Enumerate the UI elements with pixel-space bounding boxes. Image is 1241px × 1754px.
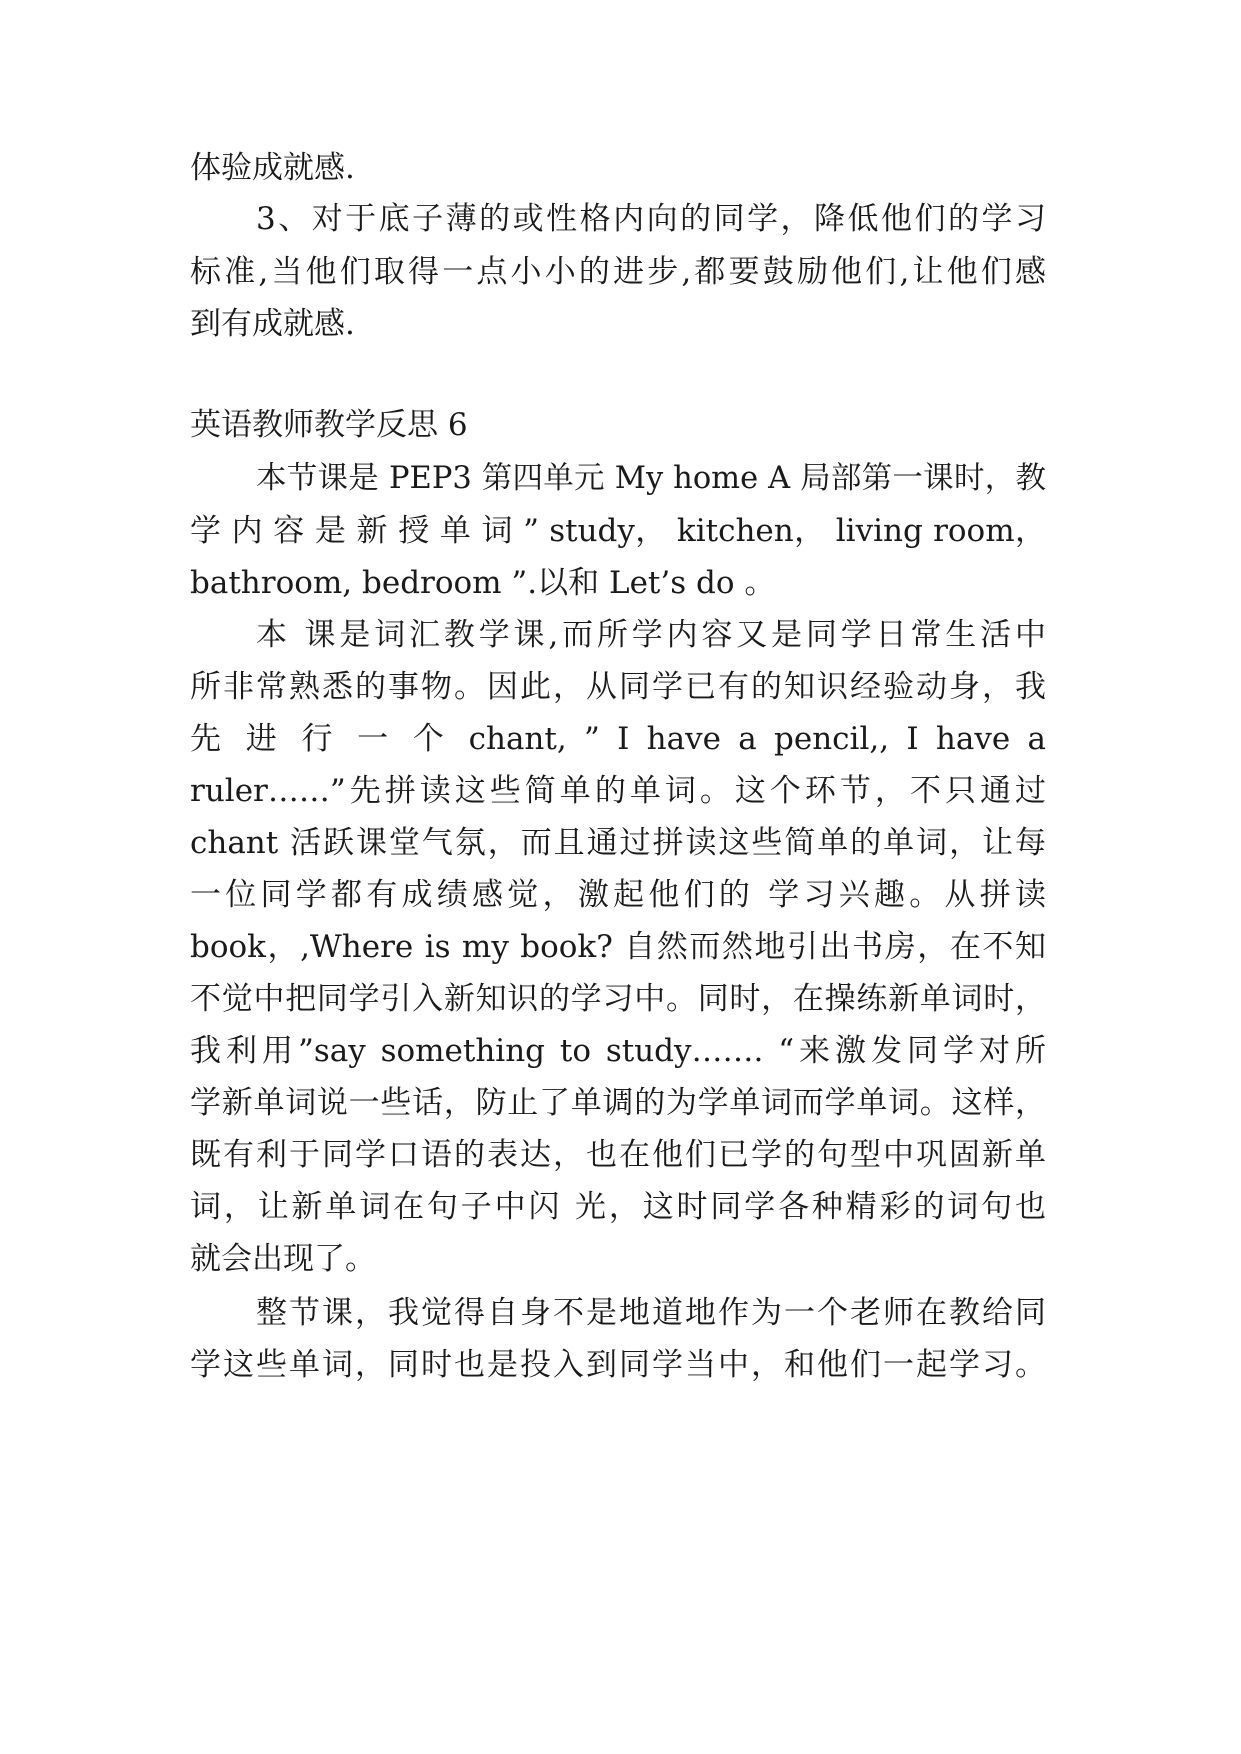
text-line: 所非常熟悉的事物。因此，从同学已有的知识经验动身，我: [190, 669, 1046, 705]
text-line: 整节课，我觉得自身不是地道地作为一个老师在教给同: [256, 1295, 1046, 1331]
text-line: chant 活跃课堂气氛，而且通过拼读这些简单的单词，让每: [190, 825, 1046, 861]
text-line: 3、对于底子薄的或性格内向的同学，降低他们的学习: [256, 201, 1046, 237]
text-line: 学 内 容 是 新 授 单 词 ” study， kitchen， living room，: [190, 513, 1046, 549]
text-line: ruler……”先拼读这些简单的单词。这个环节，不只通过: [190, 773, 1046, 809]
text-line: 学这些单词，同时也是投入到同学当中，和他们一起学习。: [190, 1347, 1046, 1383]
text-line: 先 进 行 一 个 chant, ” I have a pencil,, I have a: [190, 721, 1046, 757]
text-line: 本 课是词汇教学课,而所学内容又是同学日常生活中: [256, 617, 1046, 653]
text-line: 一位同学都有成绩感觉，激起他们的 学习兴趣。从拼读: [190, 877, 1046, 913]
section-title: 英语教师教学反思 6: [190, 407, 468, 443]
text-line: 本节课是 PEP3 第四单元 My home A 局部第一课时，教: [256, 461, 1046, 496]
text-line: 既有利于同学口语的表达，也在他们已学的句型中巩固新单: [190, 1137, 1046, 1173]
text-line: 词，让新单词在句子中闪 光，这时同学各种精彩的词句也: [190, 1189, 1046, 1225]
text-line: 标准,当他们取得一点小小的进步,都要鼓励他们,让他们感: [190, 254, 1046, 290]
text-line: 不觉中把同学引入新知识的学习中。同时，在操练新单词时，: [190, 981, 1046, 1017]
text-line: 就会出现了。: [190, 1241, 376, 1277]
text-line: 体验成就感.: [190, 150, 355, 186]
text-line: 我利用”say something to study……. “来激发同学对所: [190, 1033, 1046, 1069]
text-line: 学新单词说一些话，防止了单调的为学单词而学单词。这样，: [190, 1085, 1046, 1121]
text-line: book，,Where is my book? 自然而然地引出书房，在不知: [190, 929, 1046, 965]
text-line: 到有成就感.: [190, 306, 355, 342]
text-line: bathroom, bedroom ”.以和 Let’s do 。: [190, 565, 776, 601]
